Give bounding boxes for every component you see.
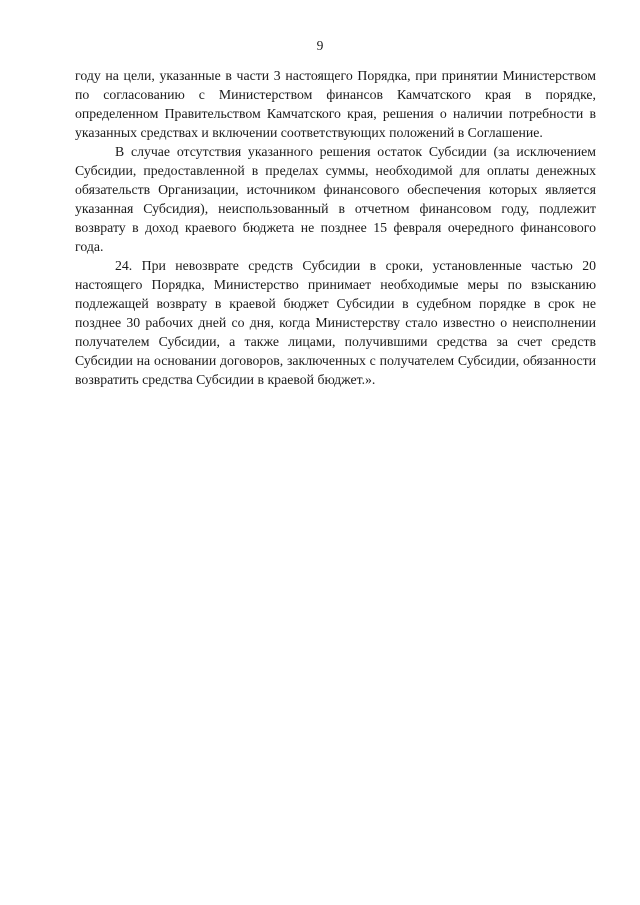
paragraph-subsidy-remainder: В случае отсутствия указанного решения остаток Субсидии (за исключением Субсидии, предоставленной в пределах суммы, необходимой для оплаты денежных обязательств Организации, источником финансового обеспечения которых является указанная Субсидия), неиспользованный в отчетном финансовом году, подлежит возврату в доход краевого бюджета не позднее 15 февраля очередного финансового года.: [75, 144, 596, 254]
page-number: 9: [316, 38, 324, 53]
paragraph-continuation: году на цели, указанные в части 3 настоящего Порядка, при принятии Министерством по согласованию с Министерством финансов Камчатского края в порядке, определенном Правительством Камчатского края, решения о наличии потребности в указанных средствах и включении соответствующих положений в Соглашение.: [75, 68, 596, 140]
document-body: [75, 66, 596, 389]
paragraph-item-24: 24. При невозврате средств Субсидии в сроки, установленные частью 20 настоящего Порядка, Министерство принимает необходимые меры по взысканию подлежащей возврату в краевой бюджет Субсидии в судебном порядке в срок не позднее 30 рабочих дней со дня, когда Министерству стало известно о неисполнении получателем Субсидии, а также лицами, получившими средства за счет средств Субсидии на основании договоров, заключенных с получателем Субсидии, обязанности возвратить средства Субсидии в краевой бюджет.».: [75, 258, 596, 387]
